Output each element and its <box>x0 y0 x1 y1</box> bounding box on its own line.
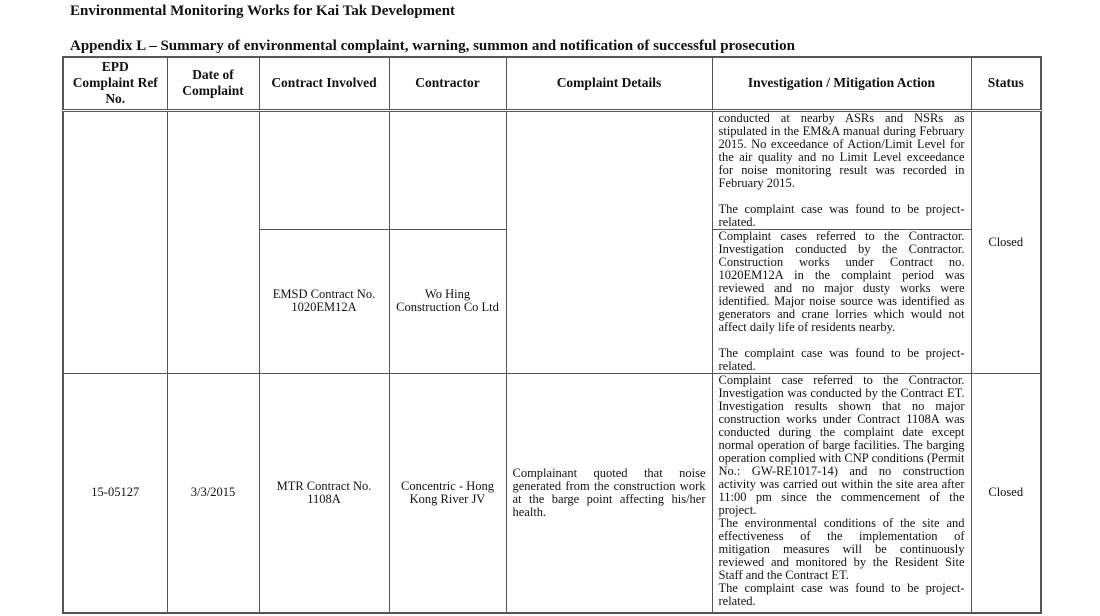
investigation-paragraph: The complaint case was found to be project-related. <box>718 201 965 229</box>
details-cell <box>506 110 712 373</box>
contract-cell: EMSD Contract No. 1020EM12A <box>259 229 389 373</box>
date-cell: 3/3/2015 <box>167 373 259 613</box>
ref-cell: 15-05127 <box>63 373 167 613</box>
header-details: Complaint Details <box>506 57 712 110</box>
contract-cell <box>259 110 389 229</box>
header-contract: Contract Involved <box>259 57 389 110</box>
table-row <box>63 110 1041 229</box>
details-cell: Complainant quoted that noise generated from the construction work at the barge point affecting his/her health. <box>506 373 712 613</box>
contractor-cell <box>389 110 506 229</box>
investigation-cell <box>712 229 971 373</box>
status-cell: Closed <box>971 373 1041 613</box>
ref-cell <box>63 110 167 373</box>
investigation-paragraph: conducted at nearby ASRs and NSRs as stipulated in the EM&A manual during February 2015. No exceedance of Action/Limit Level for the air quality and no Limit Level exceedance for noise monitoring result was recorded in February 2015. <box>718 110 965 190</box>
header-contractor: Contractor <box>389 57 506 110</box>
investigation-paragraph: The complaint case was found to be project-related. <box>718 345 965 373</box>
contract-cell: MTR Contract No. 1108A <box>259 373 389 613</box>
table-header-row <box>63 57 1041 110</box>
date-cell <box>167 110 259 373</box>
contractor-cell: Wo Hing Construction Co Ltd <box>389 229 506 373</box>
header-date: Date of Complaint <box>167 57 259 110</box>
appendix-title: Appendix L – Summary of environmental complaint, warning, summon and notification of successful prosecution <box>70 38 795 54</box>
investigation-cell <box>712 373 971 613</box>
contractor-cell: Concentric - Hong Kong River JV <box>389 373 506 613</box>
complaint-summary-table <box>62 56 1042 614</box>
header-status: Status <box>971 57 1041 110</box>
investigation-cell <box>712 110 971 229</box>
header-investigation: Investigation / Mitigation Action <box>712 57 971 110</box>
document-title: Environmental Monitoring Works for Kai Tak Development <box>70 3 456 19</box>
investigation-paragraph: Complaint case referred to the Contractor. Investigation was conducted by the Contract ET. Investigation results shown that no major construction works under Contract 1108A was conducted during the complaint date except normal operation of barge facilities. The barging operation complied with CNP conditions (Permit No.: GW-RE1017-14) and no construction activity was carried out within the site area after 11:00 pm since the commencement of the project. <box>718 372 965 517</box>
status-cell: Closed <box>971 110 1041 373</box>
header-ref-no: EPD Complaint Ref No. <box>63 57 167 110</box>
investigation-paragraph: The environmental conditions of the site and effectiveness of the implementation of mitigation measures will be continuously reviewed and monitored by the Resident Site Staff and the Contract ET. <box>718 515 965 582</box>
table-row <box>63 373 1041 613</box>
investigation-paragraph: The complaint case was found to be project-related. <box>718 580 965 608</box>
investigation-paragraph: Complaint cases referred to the Contractor. Investigation conducted by the Contractor. Construction works under Contract no. 1020EM12A in the complaint period was reviewed and no major dusty works were identified. Major noise source was identified as generators and crane lorries which would not affect daily life of residents nearby. <box>718 228 965 334</box>
